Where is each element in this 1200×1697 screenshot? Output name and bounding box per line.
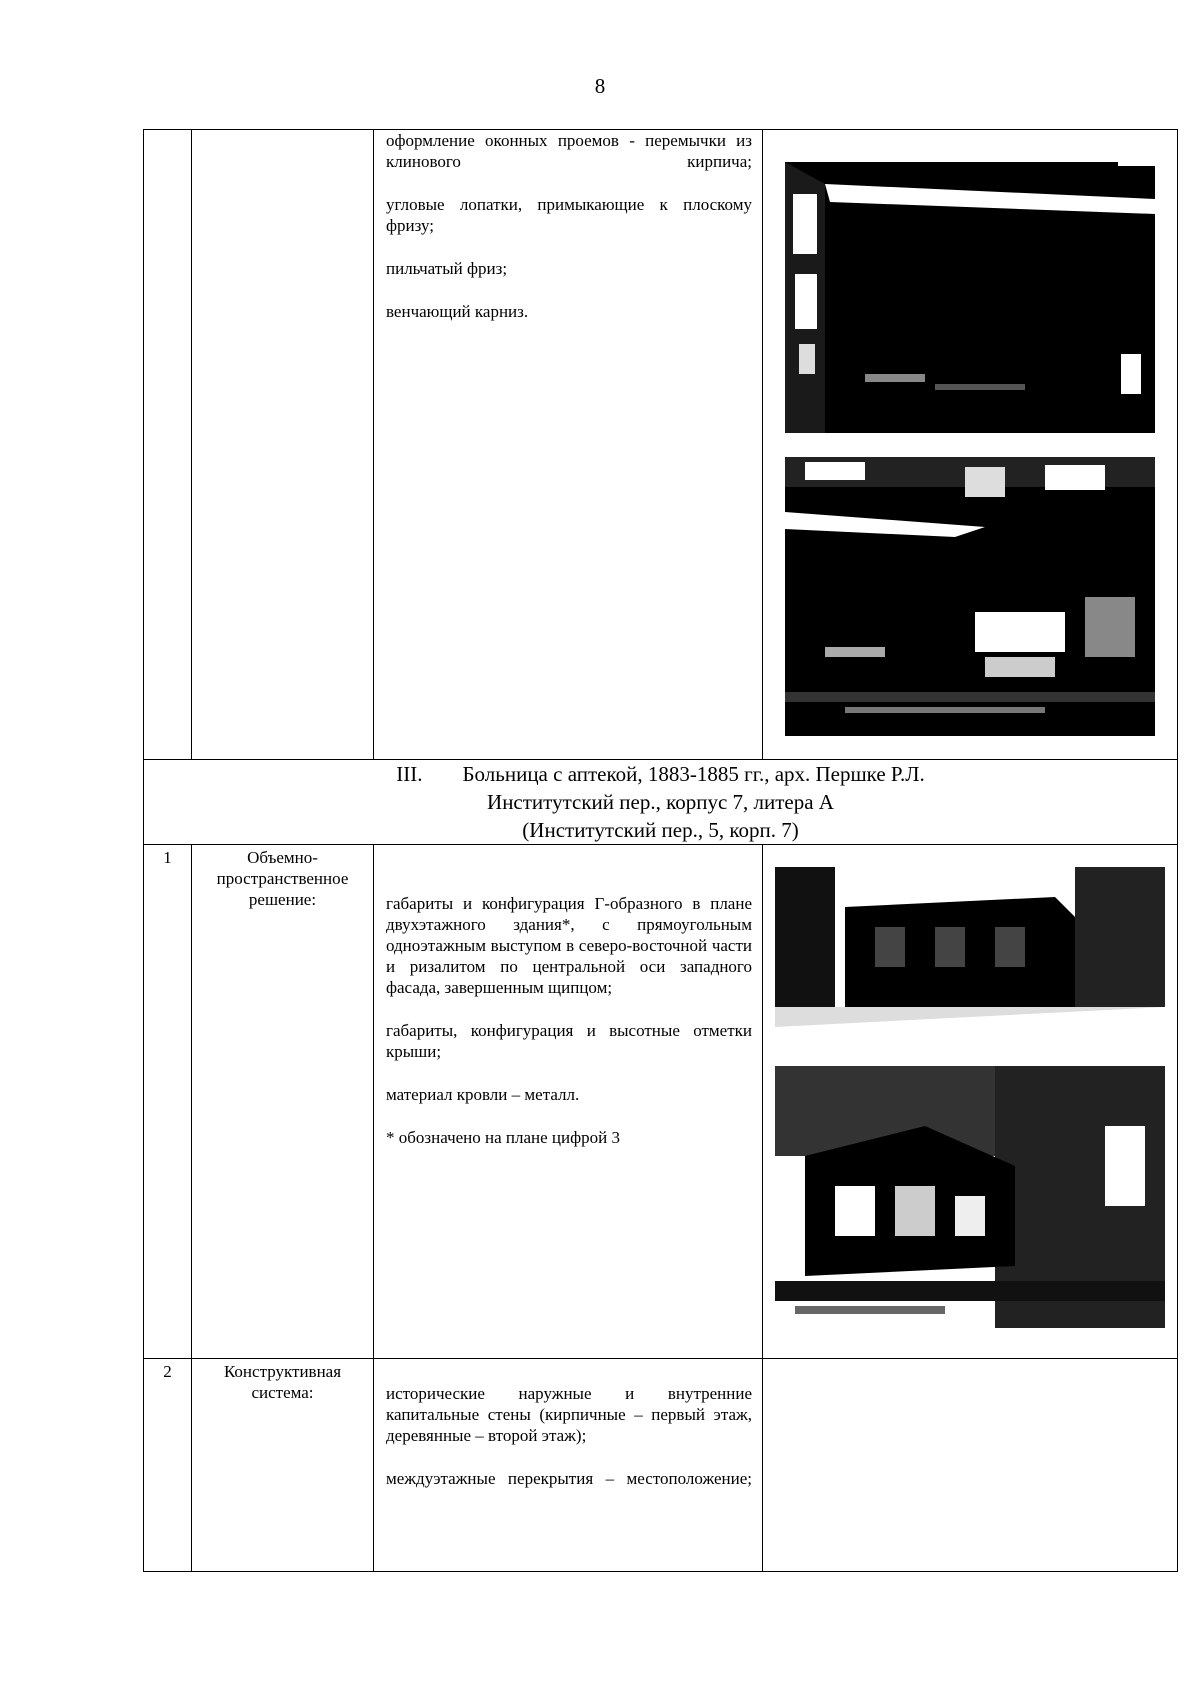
table-row [144, 130, 1178, 760]
description-item: пильчатый фриз; [386, 259, 508, 278]
description-item: венчающий карниз. [386, 302, 529, 321]
description-item: исторические наружные и внутренние капитальные стены (кирпичные – первый этаж, деревянные – второй этаж); [386, 1384, 752, 1445]
section-number: III. [396, 762, 423, 786]
building-photo [775, 867, 1165, 1044]
description-cell [374, 845, 763, 1359]
element-name-cell [192, 130, 374, 760]
protected-features-table [143, 129, 1178, 1572]
section-title [144, 760, 1178, 845]
description-item: материал кровли – металл. [386, 1085, 580, 1104]
photo-cell [763, 130, 1178, 760]
description-item: * обозначено на плане цифрой 3 [386, 1128, 620, 1147]
page-number: 8 [594, 74, 606, 98]
section-heading-line: Больница с аптекой, 1883-1885 гг., арх. Першке Р.Л. [462, 762, 925, 786]
row-number-cell: 2 [144, 1359, 192, 1572]
photo-cell [763, 1359, 1178, 1572]
description-cell [374, 130, 763, 760]
element-name-cell: Конструктивная система: [192, 1359, 374, 1572]
row-number-cell [144, 130, 192, 760]
section-heading-line: (Институтский пер., 5, корп. 7) [522, 818, 799, 842]
description-item: междуэтажные перекрытия – местоположение; [386, 1469, 752, 1488]
section-heading-row [144, 760, 1178, 845]
element-name-cell: Объемно-пространственное решение: [192, 845, 374, 1359]
building-photo [785, 154, 1155, 433]
description-item: оформление оконных проемов - перемычки из клинового кирпича; [386, 131, 752, 171]
building-photo [785, 457, 1155, 736]
building-photo [775, 1066, 1165, 1328]
description-item: габариты, конфигурация и высотные отметки крыши; [386, 1021, 752, 1061]
description-item: габариты и конфигурация Г-образного в плане двухэтажного здания*, с прямоугольным одноэтажным выступом в северо-восточной части и ризалитом по центральной оси западного фасада, завершенным щипцом; [386, 894, 752, 997]
section-heading-line: Институтский пер., корпус 7, литера А [487, 790, 834, 814]
row-number-cell: 1 [144, 845, 192, 1359]
description-cell [374, 1359, 763, 1572]
table-row [144, 1359, 1178, 1572]
table-row [144, 845, 1178, 1359]
description-item: угловые лопатки, примыкающие к плоскому фризу; [386, 195, 752, 235]
photo-cell [763, 845, 1178, 1359]
